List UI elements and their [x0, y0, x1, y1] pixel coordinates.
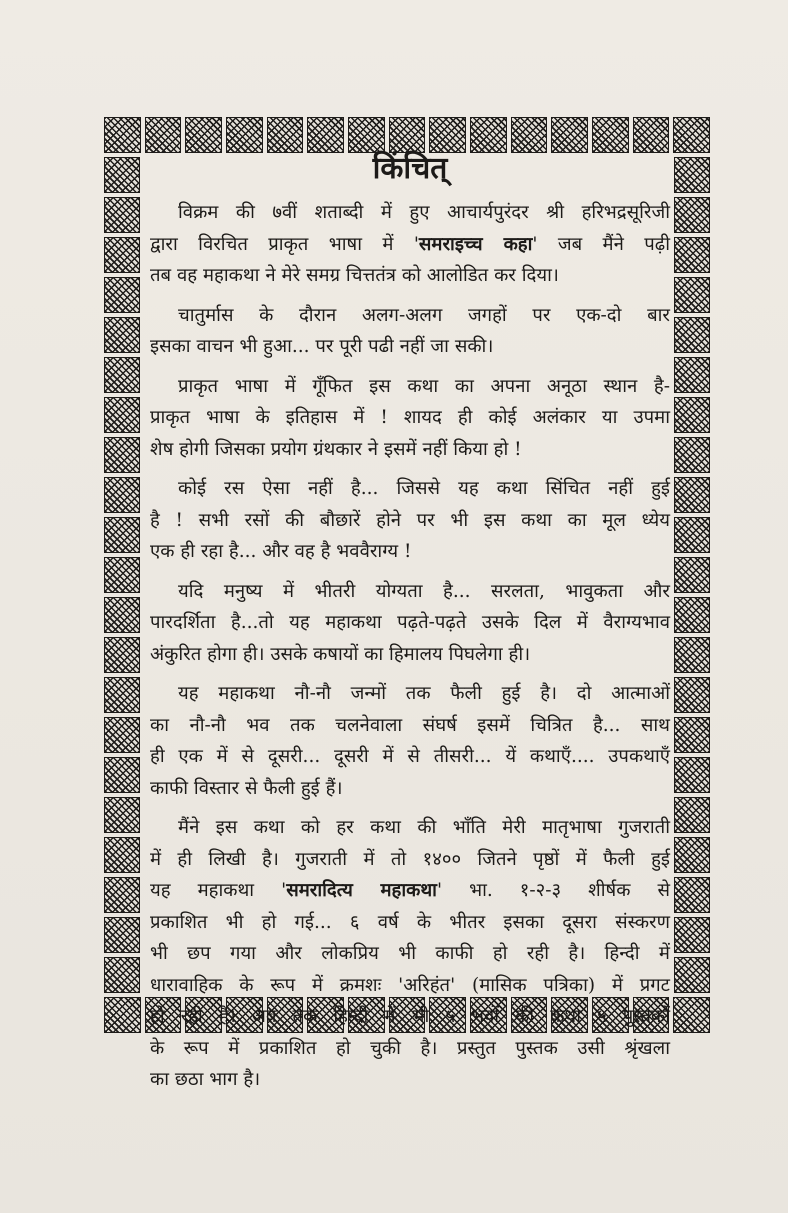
paragraph — [150, 473, 670, 568]
text-line: धारावाहिक के रूप में क्रमशः 'अरिहंत' (मासिक पत्रिका) में प्रगट — [150, 974, 670, 996]
border-ornament-tile — [674, 557, 710, 593]
border-ornament-tile — [674, 797, 710, 833]
border-ornament-tile — [389, 117, 426, 153]
border-ornament-tile — [104, 477, 140, 513]
border-ornament-tile — [674, 757, 710, 793]
text-line: तब वह महाकथा ने मेरे समग्र चित्ततंत्र को आलोडित कर दिया। — [150, 265, 559, 286]
border-ornament-tile — [592, 117, 629, 153]
text-line: विक्रम की ७वीं शताब्दी में हुए आचार्यपुरंदर श्री हरिभद्रसूरिजी — [178, 202, 670, 223]
paragraph — [150, 812, 670, 1096]
text-line: मैंने इस कथा को हर कथा की भाँति मेरी मातृभाषा गुजराती — [178, 817, 670, 838]
border-ornament-tile — [104, 957, 140, 993]
border-left — [102, 155, 142, 995]
border-ornament-tile — [674, 277, 710, 313]
border-ornament-tile — [104, 877, 140, 913]
border-ornament-tile — [104, 437, 140, 473]
border-ornament-tile — [104, 717, 140, 753]
text-line: इसका वाचन भी हुआ... पर पूरी पढी नहीं जा सकी। — [150, 336, 494, 357]
border-ornament-tile — [674, 877, 710, 913]
border-ornament-tile — [307, 117, 344, 153]
border-ornament-tile — [674, 317, 710, 353]
paragraph — [150, 576, 670, 671]
border-ornament-tile — [674, 357, 710, 393]
border-ornament-tile — [104, 157, 140, 193]
border-ornament-tile — [145, 117, 182, 153]
border-ornament-tile — [104, 357, 140, 393]
border-ornament-tile — [226, 117, 263, 153]
paragraph — [150, 371, 670, 466]
border-ornament-tile — [674, 837, 710, 873]
text-line: यदि मनुष्य में भीतरी योग्यता है... सरलता, भावुकता और — [178, 580, 670, 602]
border-ornament-tile — [104, 837, 140, 873]
border-ornament-tile — [104, 237, 140, 273]
text-line: प्राकृत भाषा के इतिहास में ! शायद ही कोई अलंकार या उपमा — [150, 407, 670, 428]
border-ornament-tile — [104, 677, 140, 713]
text-line: का छठा भाग है। — [150, 1069, 261, 1090]
paragraph — [150, 197, 670, 292]
border-ornament-tile — [674, 397, 710, 433]
border-ornament-tile — [104, 997, 141, 1033]
border-ornament-tile — [551, 117, 588, 153]
text-line: यह महाकथा 'समरादित्य महाकथा' भा. १-२-३ शीर्षक से — [150, 880, 670, 901]
text-line: भी छप गया और लोकप्रिय भी काफी हो रही है। हिन्दी में — [150, 943, 670, 964]
border-ornament-tile — [674, 517, 710, 553]
border-ornament-tile — [673, 117, 710, 153]
text-line: काफी विस्तार से फैली हुई हैं। — [150, 777, 343, 799]
border-ornament-tile — [348, 117, 385, 153]
border-ornament-tile — [674, 477, 710, 513]
border-ornament-tile — [674, 597, 710, 633]
border-ornament-tile — [104, 117, 141, 153]
text-line: प्रकाशित भी हो गई... ६ वर्ष के भीतर इसका दूसरा संस्करण — [150, 911, 670, 933]
border-ornament-tile — [674, 157, 710, 193]
text-line: हो रही है। अब तक हिन्दी में भी ५ भवों की कथा ५ पुस्तकों — [150, 1006, 670, 1027]
page-title: किंचित् — [372, 151, 448, 186]
border-ornament-tile — [104, 757, 140, 793]
border-ornament-tile — [267, 117, 304, 153]
border-ornament-tile — [511, 117, 548, 153]
text-line: कोई रस ऐसा नहीं है... जिससे यह कथा सिंचित नहीं हुई — [178, 478, 670, 499]
border-ornament-tile — [104, 277, 140, 313]
text-line: द्वारा विरचित प्राकृत भाषा में 'समराइच्च कहा' जब मैंने पढ़ी — [150, 233, 670, 255]
border-ornament-tile — [674, 437, 710, 473]
body-text — [150, 197, 670, 1096]
border-ornament-tile — [104, 797, 140, 833]
text-line: के रूप में प्रकाशित हो चुकी है। प्रस्तुत पुस्तक उसी श्रृंखला — [150, 1037, 670, 1059]
border-ornament-tile — [674, 717, 710, 753]
text-line: है ! सभी रसों की बौछारें होने पर भी इस कथा का मूल ध्येय — [150, 509, 670, 531]
text-line: में ही लिखी है। गुजराती में तो १४०० जितने पृष्ठों में फैली हुई — [150, 848, 670, 870]
text-line: ही एक में से दूसरी... दूसरी में से तीसरी... यें कथाएँ.... उपकथाएँ — [150, 746, 670, 767]
paragraph — [150, 678, 670, 804]
border-ornament-tile — [104, 917, 140, 953]
decorative-border-frame — [102, 115, 712, 1090]
text-line: शेष होगी जिसका प्रयोग ग्रंथकार ने इसमें नहीं किया हो ! — [150, 438, 522, 460]
border-ornament-tile — [185, 117, 222, 153]
border-right — [672, 155, 712, 995]
paragraph — [150, 300, 670, 363]
page-content — [150, 149, 670, 1090]
border-ornament-tile — [104, 517, 140, 553]
border-ornament-tile — [674, 637, 710, 673]
text-line: एक ही रहा है... और वह है भववैराग्य ! — [150, 541, 412, 562]
border-ornament-tile — [674, 677, 710, 713]
border-ornament-tile — [104, 397, 140, 433]
text-line: का नौ-नौ भव तक चलनेवाला संघर्ष इसमें चित्रित है... साथ — [150, 714, 670, 736]
border-ornament-tile — [674, 957, 710, 993]
text-line: प्राकृत भाषा में गूँफित इस कथा का अपना अनूठा स्थान है- — [178, 375, 670, 397]
text-line: पारदर्शिता है...तो यह महाकथा पढ़ते-पढ़ते उसके दिल में वैराग्यभाव — [150, 612, 670, 633]
border-ornament-tile — [633, 117, 670, 153]
border-ornament-tile — [470, 117, 507, 153]
text-line: चातुर्मास के दौरान अलग-अलग जगहों पर एक-दो बार — [178, 304, 670, 326]
border-ornament-tile — [674, 237, 710, 273]
border-ornament-tile — [104, 197, 140, 233]
border-ornament-tile — [674, 197, 710, 233]
border-ornament-tile — [674, 917, 710, 953]
border-left-tiles — [102, 155, 142, 995]
border-ornament-tile — [104, 637, 140, 673]
border-ornament-tile — [104, 557, 140, 593]
border-right-tiles — [672, 155, 712, 995]
border-ornament-tile — [673, 997, 710, 1033]
border-ornament-tile — [104, 597, 140, 633]
text-line: अंकुरित होगा ही। उसके कषायों का हिमालय पिघलेगा ही। — [150, 643, 531, 665]
border-ornament-tile — [429, 117, 466, 153]
text-line: यह महाकथा नौ-नौ जन्मों तक फैली हुई है। दो आत्माओं — [178, 683, 670, 704]
border-ornament-tile — [104, 317, 140, 353]
